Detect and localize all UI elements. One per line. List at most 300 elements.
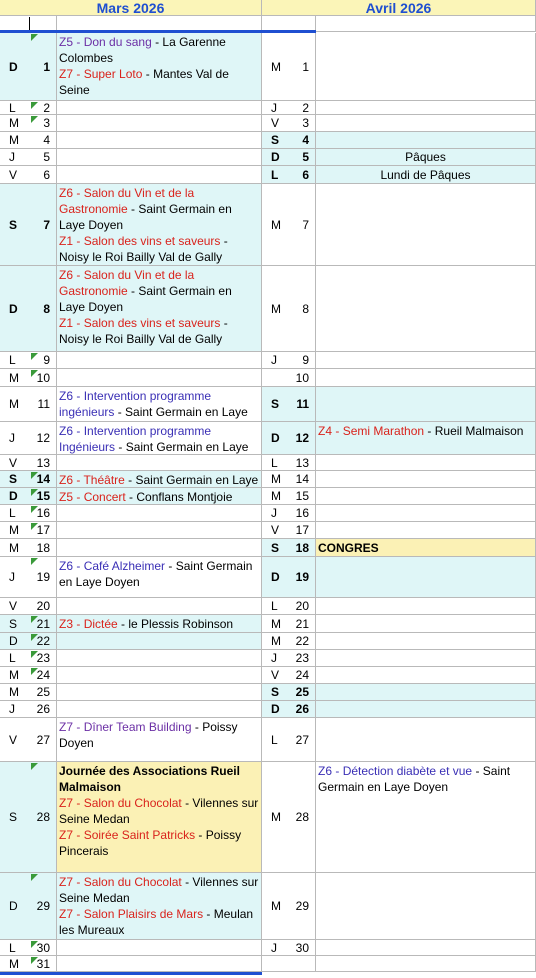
event-cell[interactable] bbox=[316, 557, 536, 598]
day-number-cell[interactable] bbox=[0, 505, 57, 522]
event-location: - La Garenne Colombes bbox=[59, 35, 226, 65]
day-number-cell[interactable] bbox=[0, 455, 57, 471]
day-number: 19 bbox=[295, 570, 309, 584]
weekday-letter: M bbox=[271, 634, 281, 648]
calendar-row bbox=[0, 471, 536, 488]
event-cell[interactable] bbox=[316, 115, 536, 132]
event-name: Super Loto bbox=[83, 67, 143, 81]
event-cell[interactable] bbox=[57, 149, 262, 166]
event-entry bbox=[59, 719, 259, 751]
day-number-cell[interactable] bbox=[262, 101, 316, 115]
day-number: 17 bbox=[36, 523, 50, 537]
day-number-cell[interactable] bbox=[0, 650, 57, 667]
event-cell[interactable] bbox=[57, 956, 262, 972]
day-number-cell[interactable] bbox=[0, 101, 57, 115]
event-cell[interactable] bbox=[316, 762, 536, 873]
event-separator: - bbox=[73, 67, 84, 81]
calendar-row bbox=[0, 184, 536, 266]
day-number: 9 bbox=[302, 353, 309, 367]
weekday-letter: J bbox=[9, 702, 15, 716]
day-number-cell[interactable] bbox=[262, 471, 316, 488]
day-number: 30 bbox=[295, 940, 309, 955]
day-number-cell[interactable] bbox=[262, 369, 316, 387]
day-number-cell[interactable] bbox=[262, 667, 316, 684]
zone-code: Z6 bbox=[59, 186, 74, 200]
day-number-cell[interactable] bbox=[262, 873, 316, 940]
day-number: 16 bbox=[295, 506, 309, 520]
event-text bbox=[318, 763, 533, 795]
event-cell[interactable] bbox=[57, 455, 262, 471]
event-cell[interactable] bbox=[57, 615, 262, 633]
day-number-cell[interactable] bbox=[0, 557, 57, 598]
event-separator: - bbox=[73, 720, 84, 734]
day-number-cell[interactable] bbox=[0, 718, 57, 762]
day-number: 21 bbox=[295, 616, 309, 631]
day-number-cell[interactable] bbox=[262, 115, 316, 132]
event-cell[interactable] bbox=[316, 184, 536, 266]
event-separator: - bbox=[73, 907, 84, 921]
day-number: 29 bbox=[295, 899, 309, 913]
day-number-cell[interactable] bbox=[262, 522, 316, 539]
day-number-cell[interactable] bbox=[0, 940, 57, 956]
day-number: 6 bbox=[43, 167, 50, 182]
event-entry bbox=[59, 616, 259, 632]
day-number-cell[interactable] bbox=[262, 149, 316, 166]
event-separator: - bbox=[73, 473, 84, 487]
zone-code: Z7 bbox=[59, 796, 74, 810]
day-number: 15 bbox=[295, 489, 309, 503]
day-number-cell[interactable] bbox=[262, 684, 316, 701]
event-location: - Mantes Val de Seine bbox=[59, 67, 229, 97]
calendar-row bbox=[0, 650, 536, 667]
weekday-letter: M bbox=[9, 956, 19, 971]
event-name: Soirée Saint Patricks bbox=[83, 828, 196, 842]
day-number: 18 bbox=[295, 540, 309, 555]
event-cell[interactable] bbox=[316, 718, 536, 762]
day-number: 20 bbox=[36, 599, 50, 613]
day-number: 26 bbox=[36, 702, 50, 716]
event-cell[interactable] bbox=[316, 615, 536, 633]
event-cell[interactable] bbox=[316, 369, 536, 387]
event-text bbox=[59, 423, 259, 455]
weekday-letter: M bbox=[271, 899, 281, 913]
day-number: 20 bbox=[295, 599, 309, 613]
day-number: 12 bbox=[36, 431, 50, 445]
calendar-row bbox=[0, 956, 536, 972]
event-cell[interactable] bbox=[57, 701, 262, 718]
event-entry bbox=[59, 66, 259, 98]
zone-code: Z1 bbox=[59, 234, 74, 248]
header-row bbox=[0, 0, 536, 16]
zone-code: Z1 bbox=[59, 316, 74, 330]
event-cell[interactable] bbox=[316, 387, 536, 422]
day-number: 5 bbox=[43, 150, 50, 164]
day-number-cell[interactable] bbox=[0, 956, 57, 972]
day-number: 15 bbox=[36, 489, 50, 503]
day-number-cell[interactable] bbox=[0, 184, 57, 266]
day-number-cell[interactable] bbox=[0, 471, 57, 488]
calendar-row bbox=[0, 598, 536, 615]
weekday-letter: D bbox=[9, 59, 18, 74]
day-number-cell[interactable] bbox=[0, 522, 57, 539]
event-cell[interactable] bbox=[57, 101, 262, 115]
day-number: 25 bbox=[295, 685, 309, 699]
event-separator: - bbox=[73, 268, 84, 282]
event-cell[interactable] bbox=[57, 166, 262, 184]
event-location: - Saint Germain en Laye Doyen bbox=[318, 764, 511, 794]
day-number: 4 bbox=[43, 133, 50, 147]
weekday-letter: L bbox=[9, 101, 16, 115]
weekday-letter: S bbox=[9, 472, 18, 486]
day-number-cell[interactable] bbox=[262, 633, 316, 650]
event-entry bbox=[59, 874, 259, 906]
weekday-letter: D bbox=[9, 634, 18, 648]
weekday-letter: D bbox=[271, 570, 280, 584]
event-cell[interactable] bbox=[316, 266, 536, 352]
event-cell[interactable] bbox=[57, 33, 262, 101]
event-cell[interactable] bbox=[316, 149, 536, 166]
event-location: - Saint Germain en Laye bbox=[115, 440, 249, 454]
event-cell[interactable] bbox=[57, 667, 262, 684]
comment-flag-icon bbox=[31, 558, 38, 565]
weekday-letter: D bbox=[271, 702, 280, 716]
day-number-cell[interactable] bbox=[262, 352, 316, 369]
day-number-cell[interactable] bbox=[0, 701, 57, 718]
day-number-cell[interactable] bbox=[262, 184, 316, 266]
event-cell[interactable] bbox=[57, 598, 262, 615]
day-number-cell[interactable] bbox=[262, 132, 316, 149]
weekday-letter: V bbox=[9, 599, 18, 613]
event-location: - le Plessis Robinson bbox=[117, 617, 234, 631]
weekday-letter: M bbox=[271, 301, 281, 316]
weekday-letter: M bbox=[9, 133, 19, 147]
event-cell[interactable] bbox=[57, 266, 262, 352]
blank-cell[interactable] bbox=[316, 16, 536, 32]
event-text bbox=[59, 874, 259, 938]
event-separator: - bbox=[73, 389, 84, 403]
event-name: Salon Plaisirs de Mars bbox=[83, 907, 204, 921]
event-name: Détection diabète et vue bbox=[342, 764, 473, 778]
day-number-cell[interactable] bbox=[262, 557, 316, 598]
event-cell[interactable] bbox=[57, 940, 262, 956]
day-number: 3 bbox=[43, 116, 50, 130]
event-cell[interactable] bbox=[57, 718, 262, 762]
day-number-cell[interactable] bbox=[0, 369, 57, 387]
day-number-cell[interactable] bbox=[262, 615, 316, 633]
holiday-label: Pâques bbox=[405, 150, 446, 164]
event-entry bbox=[59, 233, 259, 265]
event-cell[interactable] bbox=[316, 701, 536, 718]
day-number-cell[interactable] bbox=[262, 422, 316, 455]
event-cell[interactable] bbox=[57, 184, 262, 266]
event-name: Don du sang bbox=[83, 35, 152, 49]
event-cell[interactable] bbox=[57, 633, 262, 650]
month-header-april[interactable]: Avril 2026 bbox=[262, 0, 536, 16]
day-number-cell[interactable] bbox=[262, 166, 316, 184]
calendar-row bbox=[0, 718, 536, 762]
day-number: 22 bbox=[295, 634, 309, 648]
blank-cell[interactable] bbox=[262, 956, 316, 972]
weekday-letter: L bbox=[271, 732, 278, 747]
event-cell[interactable] bbox=[57, 762, 262, 873]
event-entry bbox=[59, 388, 259, 420]
calendar-row bbox=[0, 369, 536, 387]
day-number-cell[interactable] bbox=[0, 539, 57, 557]
event-cell[interactable] bbox=[316, 650, 536, 667]
weekday-letter: M bbox=[271, 489, 281, 503]
day-number: 4 bbox=[302, 133, 309, 147]
event-cell[interactable] bbox=[57, 387, 262, 422]
event-cell[interactable] bbox=[316, 471, 536, 488]
event-name: Salon du Chocolat bbox=[83, 875, 182, 889]
day-number-cell[interactable] bbox=[0, 166, 57, 184]
zone-code: Z7 bbox=[59, 907, 74, 921]
day-number-cell[interactable] bbox=[0, 684, 57, 701]
weekday-letter: V bbox=[9, 167, 18, 182]
event-separator: - bbox=[73, 559, 84, 573]
day-number-cell[interactable] bbox=[262, 718, 316, 762]
event-separator: - bbox=[332, 764, 343, 778]
day-number: 23 bbox=[36, 651, 50, 665]
event-cell[interactable] bbox=[316, 684, 536, 701]
event-cell[interactable] bbox=[316, 940, 536, 956]
event-cell[interactable] bbox=[316, 352, 536, 369]
event-cell[interactable] bbox=[316, 667, 536, 684]
event-entry bbox=[59, 472, 259, 488]
event-separator: - bbox=[73, 617, 84, 631]
day-number-cell[interactable] bbox=[262, 940, 316, 956]
zone-code: Z7 bbox=[59, 67, 74, 81]
event-cell[interactable] bbox=[57, 650, 262, 667]
day-number: 25 bbox=[36, 685, 50, 699]
day-number: 22 bbox=[36, 634, 50, 648]
event-separator: - bbox=[73, 186, 84, 200]
day-number: 26 bbox=[295, 702, 309, 716]
weekday-letter: S bbox=[9, 616, 18, 631]
calendar-row bbox=[0, 684, 536, 701]
weekday-letter: L bbox=[9, 353, 16, 367]
event-text bbox=[59, 185, 259, 265]
day-number: 31 bbox=[36, 956, 50, 971]
calendar-row bbox=[0, 132, 536, 149]
event-text bbox=[59, 558, 259, 590]
event-cell[interactable] bbox=[316, 422, 536, 455]
event-name: Dîner Team Building bbox=[83, 720, 192, 734]
weekday-letter: S bbox=[9, 217, 18, 232]
event-entry bbox=[59, 185, 259, 233]
day-number-cell[interactable] bbox=[262, 539, 316, 557]
day-number: 28 bbox=[36, 810, 50, 824]
day-number-cell[interactable] bbox=[0, 33, 57, 101]
day-number: 13 bbox=[36, 455, 50, 470]
day-number-cell[interactable] bbox=[0, 132, 57, 149]
event-cell[interactable] bbox=[316, 522, 536, 539]
event-location: - Noisy le Roi Bailly Val de Gally bbox=[59, 234, 228, 264]
event-cell[interactable] bbox=[316, 505, 536, 522]
event-text bbox=[59, 34, 259, 98]
weekday-letter: J bbox=[9, 431, 15, 445]
event-name: Théâtre bbox=[83, 473, 125, 487]
calendar-row bbox=[0, 166, 536, 184]
event-entry bbox=[318, 763, 533, 795]
weekday-letter: L bbox=[271, 599, 278, 613]
event-name: Salon du Vin et de la Gastronomie bbox=[59, 268, 195, 298]
month-header-march[interactable]: Mars 2026 bbox=[0, 0, 262, 16]
day-number-cell[interactable] bbox=[262, 701, 316, 718]
weekday-letter: V bbox=[271, 116, 280, 130]
event-cell[interactable] bbox=[57, 132, 262, 149]
day-number-cell[interactable] bbox=[262, 266, 316, 352]
day-number: 27 bbox=[36, 732, 50, 747]
day-number-cell[interactable] bbox=[262, 598, 316, 615]
weekday-letter: J bbox=[9, 150, 15, 164]
day-number: 29 bbox=[36, 899, 50, 913]
day-number-cell[interactable] bbox=[0, 762, 57, 873]
event-cell[interactable] bbox=[316, 455, 536, 471]
weekday-letter: M bbox=[271, 616, 281, 631]
day-number-cell[interactable] bbox=[262, 762, 316, 873]
day-number-cell[interactable] bbox=[0, 873, 57, 940]
day-number-cell[interactable] bbox=[0, 667, 57, 684]
day-number: 14 bbox=[295, 472, 309, 486]
event-cell[interactable] bbox=[57, 471, 262, 488]
event-entry bbox=[59, 267, 259, 315]
day-number-cell[interactable] bbox=[0, 387, 57, 422]
event-location: - Poissy Doyen bbox=[59, 720, 238, 750]
event-cell[interactable] bbox=[316, 539, 536, 557]
event-location: - Vilennes sur Seine Medan bbox=[59, 875, 259, 905]
event-name: Salon des vins et saveurs bbox=[83, 234, 221, 248]
event-cell[interactable] bbox=[57, 422, 262, 455]
weekday-letter: L bbox=[271, 167, 279, 182]
day-number: 9 bbox=[43, 353, 50, 367]
day-number: 27 bbox=[295, 732, 309, 747]
weekday-letter: M bbox=[271, 472, 281, 486]
calendar-row bbox=[0, 505, 536, 522]
event-cell[interactable] bbox=[316, 33, 536, 101]
day-number: 30 bbox=[36, 940, 50, 955]
event-cell[interactable] bbox=[316, 873, 536, 940]
zone-code: Z4 bbox=[318, 424, 333, 438]
calendar-row bbox=[0, 422, 536, 455]
event-name: Salon du Vin et de la Gastronomie bbox=[59, 186, 195, 216]
event-cell[interactable] bbox=[57, 539, 262, 557]
day-number-cell[interactable] bbox=[0, 633, 57, 650]
day-number-cell[interactable] bbox=[0, 149, 57, 166]
event-text bbox=[59, 763, 259, 859]
day-number-cell[interactable] bbox=[0, 266, 57, 352]
weekday-letter: S bbox=[271, 397, 280, 411]
day-number: 23 bbox=[295, 651, 309, 665]
day-number-cell[interactable] bbox=[0, 598, 57, 615]
weekday-letter: S bbox=[9, 810, 18, 824]
day-number-cell[interactable] bbox=[262, 488, 316, 505]
event-cell[interactable] bbox=[57, 369, 262, 387]
zone-code: Z6 bbox=[318, 764, 333, 778]
day-number-cell[interactable] bbox=[0, 352, 57, 369]
calendar-row bbox=[0, 873, 536, 940]
event-location: - Saint Germain en Laye Doyen bbox=[59, 284, 232, 314]
event-cell[interactable] bbox=[316, 166, 536, 184]
calendar-row bbox=[0, 557, 536, 598]
event-location: - Conflans Montjoie bbox=[125, 490, 233, 504]
event-cell[interactable] bbox=[57, 488, 262, 505]
calendar-row bbox=[0, 115, 536, 132]
calendar-row bbox=[0, 352, 536, 369]
weekday-letter: D bbox=[9, 899, 18, 913]
event-cell[interactable] bbox=[57, 873, 262, 940]
event-cell[interactable] bbox=[316, 488, 536, 505]
event-name: Salon du Chocolat bbox=[83, 796, 182, 810]
event-separator: - bbox=[73, 490, 84, 504]
calendar-row bbox=[0, 701, 536, 718]
weekday-letter: V bbox=[271, 523, 280, 537]
event-location: - Poissy Pincerais bbox=[59, 828, 242, 858]
weekday-letter: J bbox=[271, 506, 277, 520]
day-number: 1 bbox=[43, 59, 50, 74]
event-location: - Noisy le Roi Bailly Val de Gally bbox=[59, 316, 228, 346]
zone-code: Z6 bbox=[59, 389, 74, 403]
event-text bbox=[59, 267, 259, 347]
day-number-cell[interactable] bbox=[262, 505, 316, 522]
event-name: Concert bbox=[83, 490, 126, 504]
comment-flag-icon bbox=[31, 34, 38, 41]
selection-border bbox=[0, 972, 262, 975]
calendar-row bbox=[0, 488, 536, 505]
event-name: Dictée bbox=[83, 617, 118, 631]
event-cell[interactable] bbox=[316, 633, 536, 650]
day-number-cell[interactable] bbox=[0, 615, 57, 633]
event-cell[interactable] bbox=[57, 352, 262, 369]
weekday-letter: S bbox=[271, 540, 280, 555]
event-cell[interactable] bbox=[316, 598, 536, 615]
calendar-row bbox=[0, 940, 536, 956]
weekday-letter: D bbox=[271, 150, 280, 164]
event-cell[interactable] bbox=[57, 684, 262, 701]
weekday-letter: V bbox=[9, 455, 18, 470]
day-number: 3 bbox=[302, 116, 309, 130]
event-cell[interactable] bbox=[57, 522, 262, 539]
event-title: Journée des Associations Rueil Malmaison bbox=[59, 764, 240, 794]
day-number-cell[interactable] bbox=[0, 488, 57, 505]
blank-cell[interactable] bbox=[316, 956, 536, 972]
event-cell[interactable] bbox=[316, 101, 536, 115]
day-number-cell[interactable] bbox=[262, 33, 316, 101]
day-number-cell[interactable] bbox=[0, 115, 57, 132]
day-number-cell[interactable] bbox=[262, 455, 316, 471]
event-cell[interactable] bbox=[57, 557, 262, 598]
event-location: - Vilennes sur Seine Medan bbox=[59, 796, 259, 826]
day-number: 8 bbox=[302, 301, 309, 316]
weekday-letter: M bbox=[9, 540, 19, 555]
day-number: 18 bbox=[36, 540, 50, 555]
weekday-letter: L bbox=[9, 651, 16, 665]
event-entry bbox=[59, 423, 259, 455]
zone-code: Z6 bbox=[59, 424, 74, 438]
day-number-cell[interactable] bbox=[262, 650, 316, 667]
day-number: 8 bbox=[43, 301, 50, 316]
event-cell[interactable] bbox=[57, 505, 262, 522]
day-number: 14 bbox=[36, 472, 50, 486]
event-entry bbox=[59, 34, 259, 66]
event-cell[interactable] bbox=[316, 132, 536, 149]
day-number-cell[interactable] bbox=[262, 387, 316, 422]
day-number-cell[interactable] bbox=[0, 422, 57, 455]
event-separator: - bbox=[73, 796, 84, 810]
day-number: 13 bbox=[295, 455, 309, 470]
event-entry bbox=[59, 315, 259, 347]
event-cell[interactable] bbox=[57, 115, 262, 132]
